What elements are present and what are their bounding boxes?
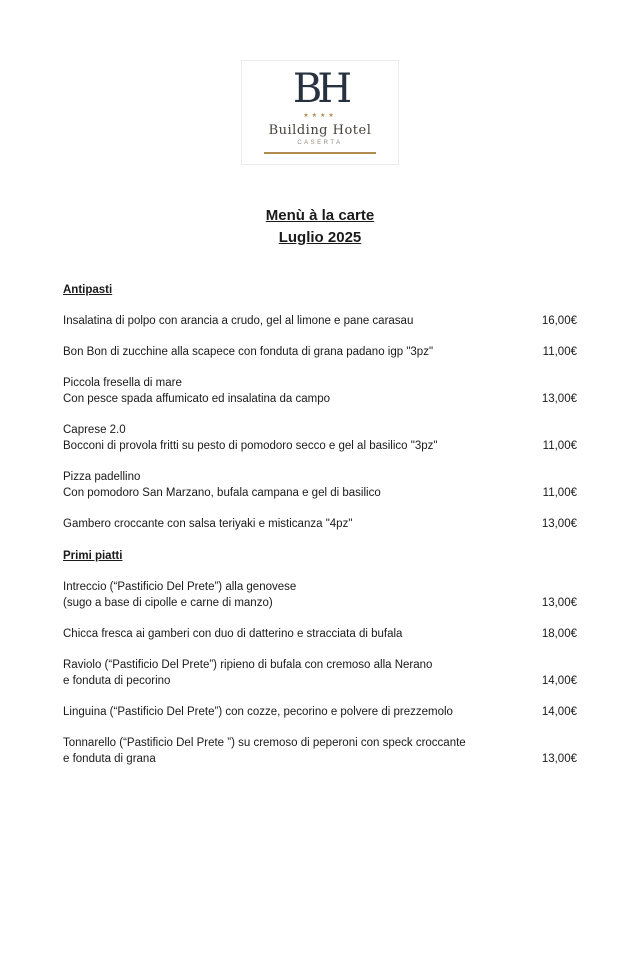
item-description-line: Intreccio (“Pastificio Del Prete”) alla genovese bbox=[63, 581, 297, 593]
item-description bbox=[63, 579, 296, 611]
section-heading: Antipasti bbox=[63, 284, 113, 296]
item-price: 13,00€ bbox=[541, 597, 577, 609]
item-price: 18,00€ bbox=[541, 628, 577, 640]
menu-item bbox=[63, 516, 577, 532]
logo-gold-rule bbox=[264, 152, 376, 154]
item-description-line: Bon Bon di zucchine alla scapece con fonduta di grana padano igp "3pz" bbox=[63, 346, 434, 358]
item-description bbox=[63, 735, 466, 767]
item-description-line: e fonduta di pecorino bbox=[63, 675, 171, 687]
item-price: 13,00€ bbox=[541, 518, 577, 530]
item-description bbox=[63, 375, 330, 407]
menu-sections bbox=[0, 282, 640, 767]
item-description bbox=[63, 626, 402, 642]
item-price: 11,00€ bbox=[542, 440, 577, 452]
menu-item bbox=[63, 735, 577, 767]
item-description-line: Raviolo (“Pastificio Del Prete”) ripieno di bufala con cremoso alla Nerano bbox=[63, 659, 433, 671]
menu-title-line2: Luglio 2025 bbox=[278, 229, 362, 246]
item-description-line: Chicca fresca ai gamberi con duo di datterino e stracciata di bufala bbox=[63, 628, 403, 640]
item-description-line: Gambero croccante con salsa teriyaki e misticanza "4pz" bbox=[63, 518, 353, 530]
menu-section-antipasti bbox=[63, 282, 577, 532]
item-description-line: Caprese 2.0 bbox=[63, 424, 126, 436]
logo-monogram: BH bbox=[292, 66, 348, 112]
menu-item bbox=[63, 344, 577, 360]
menu-title bbox=[0, 205, 640, 249]
item-description-line: Piccola fresella di mare bbox=[63, 377, 182, 389]
item-price: 13,00€ bbox=[541, 753, 577, 765]
item-description-line: Insalatina di polpo con arancia a crudo, gel al limone e pane carasau bbox=[63, 315, 414, 327]
item-description bbox=[63, 657, 432, 689]
menu-item bbox=[63, 579, 577, 611]
section-heading: Primi piatti bbox=[63, 550, 123, 562]
item-price: 16,00€ bbox=[541, 315, 577, 327]
item-description-line: e fonduta di grana bbox=[63, 753, 156, 765]
item-description-line: Bocconi di provola fritti su pesto di pomodoro secco e gel al basilico "3pz" bbox=[63, 440, 438, 452]
item-description bbox=[63, 313, 413, 329]
logo-city: CASERTA bbox=[297, 140, 343, 146]
item-description bbox=[63, 344, 433, 360]
menu-item bbox=[63, 469, 577, 501]
logo-hotel-name: Building Hotel bbox=[268, 123, 372, 138]
item-description-line: Con pesce spada affumicato ed insalatina da campo bbox=[63, 393, 331, 405]
menu-item bbox=[63, 657, 577, 689]
item-description-line: Tonnarello (“Pastificio Del Prete ”) su cremoso di peperoni con speck croccante bbox=[63, 737, 466, 749]
item-description bbox=[63, 469, 381, 501]
menu-item bbox=[63, 313, 577, 329]
item-description bbox=[63, 704, 453, 720]
item-price: 13,00€ bbox=[541, 393, 577, 405]
item-description bbox=[63, 422, 437, 454]
item-description-line: Pizza padellino bbox=[63, 471, 141, 483]
menu-item bbox=[63, 626, 577, 642]
menu-title-line1: Menù à la carte bbox=[265, 207, 375, 224]
item-price: 14,00€ bbox=[541, 675, 577, 687]
item-description-line: Linguina (“Pastificio Del Prete”) con cozze, pecorino e polvere di prezzemolo bbox=[63, 706, 453, 718]
menu-item bbox=[63, 422, 577, 454]
item-description-line: Con pomodoro San Marzano, bufala campana e gel di basilico bbox=[63, 487, 381, 499]
item-price: 14,00€ bbox=[541, 706, 577, 718]
logo-stars-icon: ★★★★ bbox=[303, 113, 337, 119]
menu-item bbox=[63, 704, 577, 720]
menu-section-primi-piatti bbox=[63, 548, 577, 767]
menu-page bbox=[0, 60, 640, 965]
item-price: 11,00€ bbox=[542, 346, 577, 358]
item-description bbox=[63, 516, 352, 532]
item-price: 11,00€ bbox=[542, 487, 577, 499]
item-description-line: (sugo a base di cipolle e carne di manzo) bbox=[63, 597, 273, 609]
hotel-logo bbox=[241, 60, 399, 165]
menu-item bbox=[63, 375, 577, 407]
